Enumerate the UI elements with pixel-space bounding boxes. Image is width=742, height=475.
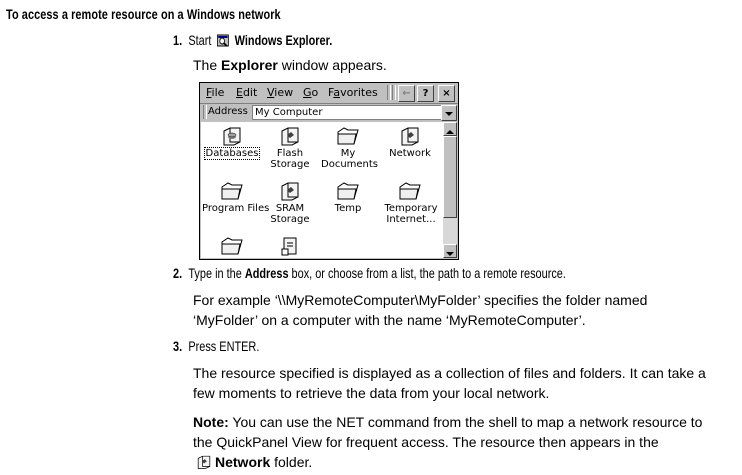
- step-1-text: Start: [188, 32, 212, 48]
- note-line-2: the QuickPanel View for frequent access. The resource then appears in the: [193, 434, 659, 450]
- item-label: Temporary Internet...: [384, 203, 438, 225]
- section-heading: To access a remote resource on a Windows network: [6, 6, 281, 22]
- network-folder-icon: [196, 454, 212, 470]
- control-panel-icon: [279, 235, 301, 257]
- step-2-bold: Address: [244, 265, 289, 281]
- item-partial-shortcut[interactable]: [259, 235, 321, 258]
- step-2-para: [193, 290, 647, 330]
- storage-icon: [279, 180, 301, 202]
- step-3-text: Press ENTER.: [188, 338, 260, 354]
- note-line-1: You can use the NET command from the shell to map a network resource to: [228, 414, 703, 430]
- scroll-thumb[interactable]: [443, 136, 457, 218]
- address-label: Address: [208, 106, 248, 117]
- step-1-bold: Windows Explorer.: [234, 32, 333, 48]
- item-label: Program Files: [202, 203, 270, 214]
- step-2-number: 2.: [173, 265, 183, 281]
- folder-icon: [336, 125, 360, 147]
- explorer-window: [199, 82, 459, 260]
- menu-file[interactable]: File: [206, 86, 225, 99]
- windows-explorer-icon: [217, 32, 229, 48]
- item-program-files[interactable]: [201, 180, 270, 214]
- storage-icon: [279, 125, 301, 147]
- menu-go[interactable]: Go: [303, 86, 319, 99]
- menu-bar: [200, 83, 458, 104]
- folder-icon: [398, 180, 422, 202]
- item-label: Network: [389, 148, 431, 159]
- back-button[interactable]: ←: [398, 85, 415, 102]
- step-1: [173, 32, 332, 48]
- vertical-scrollbar[interactable]: [443, 122, 457, 258]
- item-label: Databases: [205, 148, 259, 159]
- toolbar-separator: [392, 85, 396, 100]
- item-label: Temp: [334, 203, 362, 214]
- menu-view[interactable]: View: [267, 86, 294, 99]
- menu-favorites[interactable]: Favorites: [328, 86, 378, 99]
- folder-icon: [220, 180, 244, 202]
- network-icon: [399, 125, 421, 147]
- step-2-line-1: For example ‘\\MyRemoteComputer\MyFolder’ specifies the folder named: [193, 292, 648, 308]
- file-list: [201, 122, 443, 258]
- result-bold: Explorer: [221, 57, 278, 73]
- address-grip: [203, 105, 207, 119]
- note-folder: Network: [215, 454, 271, 470]
- item-network[interactable]: [379, 125, 441, 159]
- scroll-down-button[interactable]: [443, 244, 457, 258]
- scroll-up-button[interactable]: [443, 122, 457, 136]
- database-icon: [221, 125, 243, 147]
- address-bar: [200, 104, 458, 122]
- result-pre: The: [193, 57, 222, 73]
- item-partial-folder[interactable]: [201, 235, 263, 258]
- step-3-para: [193, 363, 706, 403]
- menu-edit[interactable]: Edit: [236, 86, 258, 99]
- item-label: Flash Storage: [270, 148, 310, 170]
- note-label: Note:: [193, 414, 229, 430]
- item-my-documents[interactable]: [317, 125, 379, 170]
- step-1-number: 1.: [173, 32, 183, 48]
- step-2: [173, 265, 566, 281]
- chevron-down-icon: [442, 107, 456, 121]
- folder-icon: [220, 235, 244, 257]
- step-3-number: 3.: [173, 338, 183, 354]
- item-databases[interactable]: [201, 125, 263, 159]
- item-label: SRAM Storage: [270, 203, 310, 225]
- result-post: window appears.: [277, 57, 387, 73]
- address-dropdown-button[interactable]: [441, 105, 457, 121]
- note-para: [193, 412, 702, 472]
- step-1-result: [193, 55, 387, 75]
- item-sram-storage[interactable]: [259, 180, 321, 225]
- note-end: folder.: [270, 454, 313, 470]
- step-2-pre: Type in the: [188, 265, 245, 281]
- toolbar-separator: [387, 85, 391, 100]
- folder-icon: [336, 180, 360, 202]
- step-3-line-2: few moments to retrieve the data from your local network.: [193, 385, 550, 401]
- address-input[interactable]: My Computer: [252, 105, 442, 120]
- help-button[interactable]: ?: [417, 85, 434, 102]
- chevron-down-icon: [444, 248, 456, 260]
- close-button[interactable]: ×: [438, 85, 455, 102]
- step-2-post: box, or choose from a list, the path to a remote resource.: [288, 265, 566, 281]
- item-flash-storage[interactable]: [259, 125, 321, 170]
- item-temp[interactable]: [317, 180, 379, 214]
- step-3-line-1: The resource specified is displayed as a collection of files and folders. It can take a: [193, 365, 706, 381]
- item-label: My Documents: [321, 148, 379, 170]
- step-3: [173, 338, 259, 354]
- step-2-line-2: ‘MyFolder’ on a computer with the name ‘MyRemoteComputer’.: [193, 312, 586, 328]
- item-temporary-internet[interactable]: [379, 180, 441, 225]
